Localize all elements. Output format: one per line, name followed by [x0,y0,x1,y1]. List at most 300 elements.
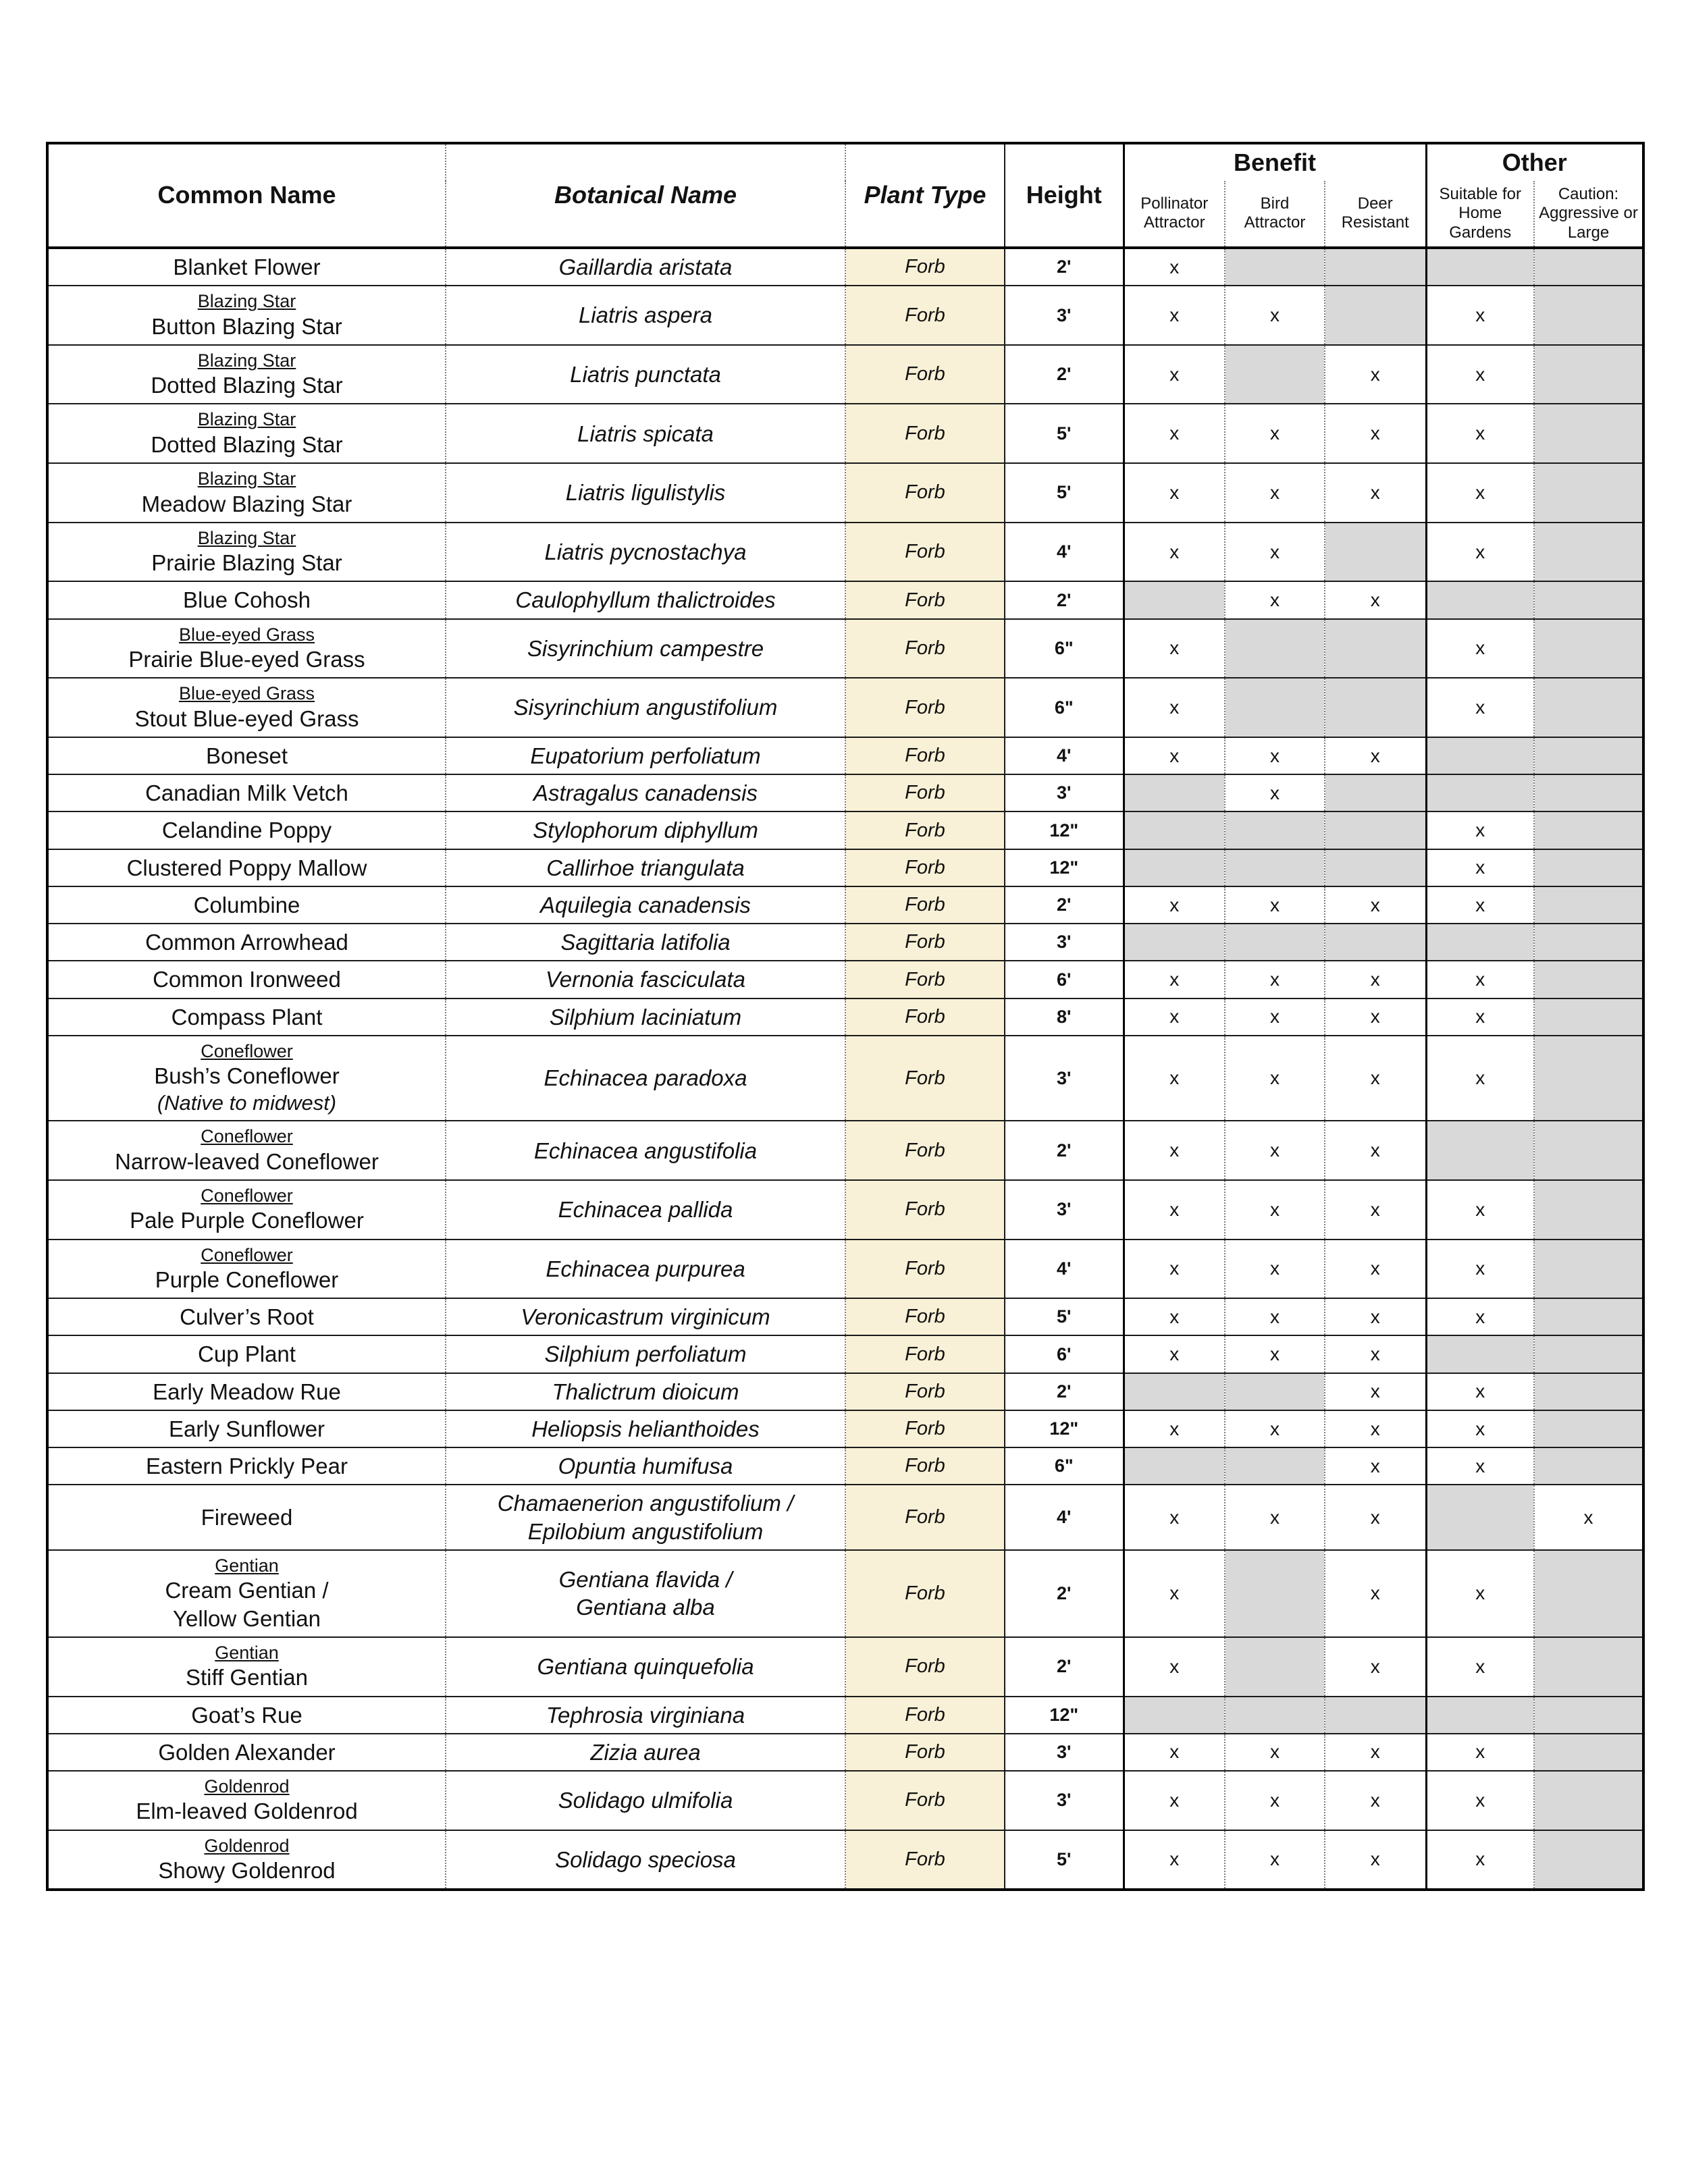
home-garden-cell: x [1426,619,1534,678]
botanical-name-text: Thalictrum dioicum [552,1379,739,1404]
deer-resistant-cell: x [1325,1180,1426,1240]
plant-group-label: Coneflower [201,1185,293,1206]
header-benefit-group: Benefit [1124,143,1426,181]
deer-resistant-cell: x [1325,1240,1426,1299]
header-caution-aggressive: Caution: Aggressive or Large [1534,181,1643,248]
botanical-name-text: Liatris aspera [578,302,713,328]
pollinator-attractor-cell [1124,581,1225,618]
common-name-text: Blue Cohosh [183,587,311,613]
botanical-name-cell [446,1121,845,1180]
height-cell: 4' [1005,737,1124,774]
botanical-name-cell [446,1771,845,1830]
home-garden-cell [1426,248,1534,286]
botanical-name-text: Echinacea paradoxa [544,1065,747,1091]
home-garden-cell [1426,737,1534,774]
deer-resistant-cell: x [1325,1637,1426,1697]
common-name-text: Cup Plant [198,1341,296,1367]
home-garden-cell [1426,1121,1534,1180]
home-garden-cell: x [1426,849,1534,886]
common-name-text: Columbine [193,892,300,917]
common-name-text: Prairie Blazing Star [151,550,342,576]
botanical-name-text: Aquilegia canadensis [540,892,751,917]
caution-cell [1534,998,1643,1036]
botanical-name-cell [446,1240,845,1299]
bird-attractor-cell: x [1225,581,1325,618]
botanical-name-cell [446,886,845,924]
common-name-cell [47,1637,446,1697]
header-bird-attractor: Bird Attractor [1225,181,1325,248]
plant-type-cell: Forb [845,404,1005,463]
plant-group-label: Gentian [215,1555,279,1576]
plant-type-cell: Forb [845,1734,1005,1771]
caution-cell [1534,248,1643,286]
caution-cell [1534,523,1643,582]
home-garden-cell: x [1426,1447,1534,1485]
botanical-name-cell [446,924,845,961]
common-name-cell [47,1410,446,1447]
common-name-cell [47,774,446,811]
home-garden-cell: x [1426,678,1534,737]
plant-row [47,1771,1643,1830]
header-plant-type: Plant Type [845,143,1005,248]
bird-attractor-cell: x [1225,286,1325,345]
header-common-name: Common Name [47,143,446,248]
height-cell: 4' [1005,1485,1124,1550]
common-name-note: (Native to midwest) [157,1090,337,1115]
botanical-name-cell [446,1830,845,1890]
bird-attractor-cell [1225,345,1325,404]
botanical-name-cell [446,1697,845,1734]
deer-resistant-cell: x [1325,998,1426,1036]
common-name-cell [47,678,446,737]
home-garden-cell [1426,924,1534,961]
pollinator-attractor-cell: x [1124,737,1225,774]
height-cell: 3' [1005,774,1124,811]
plant-type-cell: Forb [845,463,1005,523]
common-name-text: Narrow-leaved Coneflower [115,1148,379,1174]
height-cell: 6' [1005,961,1124,998]
botanical-name-text: Gentiana quinquefolia [537,1654,754,1680]
bird-attractor-cell [1225,1637,1325,1697]
botanical-name-text: Silphium perfoliatum [544,1341,747,1367]
plant-row [47,404,1643,463]
common-name-cell [47,1373,446,1410]
common-name-text: Early Sunflower [168,1416,325,1441]
caution-cell [1534,1410,1643,1447]
height-cell: 2' [1005,1121,1124,1180]
bird-attractor-cell [1225,924,1325,961]
bird-attractor-cell: x [1225,1298,1325,1335]
bird-attractor-cell: x [1225,1036,1325,1121]
plant-group-label: Blazing Star [197,527,296,548]
common-name-cell [47,1550,446,1637]
plant-row [47,849,1643,886]
deer-resistant-cell [1325,248,1426,286]
caution-cell [1534,1550,1643,1637]
height-cell: 3' [1005,1036,1124,1121]
bird-attractor-cell [1225,1550,1325,1637]
common-name-cell [47,1734,446,1771]
plant-group-label: Goldenrod [204,1835,290,1856]
plant-type-cell: Forb [845,523,1005,582]
home-garden-cell: x [1426,811,1534,849]
common-name-text: Cream Gentian / [165,1578,329,1603]
plant-row [47,463,1643,523]
plant-type-cell: Forb [845,248,1005,286]
botanical-name-cell [446,1335,845,1373]
caution-cell [1534,1697,1643,1734]
native-plants-table [46,142,1645,1891]
pollinator-attractor-cell: x [1124,1637,1225,1697]
plant-type-cell: Forb [845,286,1005,345]
caution-cell [1534,581,1643,618]
plant-type-cell: Forb [845,1830,1005,1890]
home-garden-cell: x [1426,998,1534,1036]
plant-type-cell: Forb [845,1447,1005,1485]
botanical-name-text: Opuntia humifusa [558,1454,733,1479]
caution-cell [1534,1830,1643,1890]
bird-attractor-cell: x [1225,1335,1325,1373]
botanical-name-text: Gaillardia aristata [558,254,733,279]
deer-resistant-cell: x [1325,1830,1426,1890]
deer-resistant-cell: x [1325,1485,1426,1550]
pollinator-attractor-cell: x [1124,1036,1225,1121]
deer-resistant-cell [1325,1697,1426,1734]
bird-attractor-cell [1225,619,1325,678]
pollinator-attractor-cell: x [1124,1121,1225,1180]
home-garden-cell: x [1426,1180,1534,1240]
header-deer-resistant: Deer Resistant [1325,181,1426,248]
plant-row [47,523,1643,582]
height-cell: 2' [1005,581,1124,618]
common-name-cell [47,463,446,523]
home-garden-cell: x [1426,961,1534,998]
pollinator-attractor-cell [1124,811,1225,849]
common-name-text: Stiff Gentian [185,1665,308,1690]
bird-attractor-cell: x [1225,1180,1325,1240]
height-cell: 5' [1005,1830,1124,1890]
common-name-cell [47,924,446,961]
deer-resistant-cell: x [1325,1771,1426,1830]
height-cell: 5' [1005,463,1124,523]
caution-cell [1534,404,1643,463]
header-suitable-home-gardens: Suitable for Home Gardens [1426,181,1534,248]
height-cell: 3' [1005,924,1124,961]
caution-cell [1534,345,1643,404]
deer-resistant-cell: x [1325,1410,1426,1447]
plant-row [47,1485,1643,1550]
pollinator-attractor-cell: x [1124,248,1225,286]
deer-resistant-cell [1325,811,1426,849]
caution-cell [1534,961,1643,998]
botanical-name-cell [446,1298,845,1335]
pollinator-attractor-cell: x [1124,1771,1225,1830]
deer-resistant-cell: x [1325,1121,1426,1180]
deer-resistant-cell: x [1325,1550,1426,1637]
plant-row [47,1180,1643,1240]
plant-group-label: Blazing Star [197,350,296,371]
pollinator-attractor-cell [1124,1373,1225,1410]
height-cell: 3' [1005,286,1124,345]
botanical-name-cell [446,849,845,886]
pollinator-attractor-cell: x [1124,998,1225,1036]
botanical-name-text: Liatris spicata [577,421,714,446]
pollinator-attractor-cell [1124,1697,1225,1734]
common-name-cell [47,1121,446,1180]
caution-cell [1534,1734,1643,1771]
bird-attractor-cell [1225,248,1325,286]
bird-attractor-cell: x [1225,886,1325,924]
plant-type-cell: Forb [845,581,1005,618]
home-garden-cell: x [1426,1036,1534,1121]
home-garden-cell [1426,774,1534,811]
caution-cell [1534,924,1643,961]
botanical-name-text: Chamaenerion angustifolium / [497,1491,794,1516]
home-garden-cell: x [1426,404,1534,463]
deer-resistant-cell: x [1325,961,1426,998]
botanical-name-text: Epilobium angustifolium [527,1518,764,1544]
plant-row [47,1637,1643,1697]
plant-type-cell: Forb [845,1121,1005,1180]
caution-cell [1534,737,1643,774]
deer-resistant-cell: x [1325,1373,1426,1410]
bird-attractor-cell [1225,1447,1325,1485]
bird-attractor-cell: x [1225,1410,1325,1447]
height-cell: 5' [1005,1298,1124,1335]
plant-row [47,998,1643,1036]
common-name-text: Button Blazing Star [151,313,342,339]
common-name-cell [47,849,446,886]
common-name-text: Prairie Blue-eyed Grass [128,647,365,672]
common-name-cell [47,248,446,286]
common-name-text: Bush’s Coneflower [154,1063,340,1089]
botanical-name-cell [446,523,845,582]
header-pollinator-attractor: Pollinator Attractor [1124,181,1225,248]
pollinator-attractor-cell: x [1124,286,1225,345]
common-name-cell [47,737,446,774]
plant-type-cell: Forb [845,811,1005,849]
botanical-name-text: Solidago speciosa [555,1846,736,1872]
bird-attractor-cell: x [1225,1734,1325,1771]
deer-resistant-cell [1325,286,1426,345]
home-garden-cell: x [1426,286,1534,345]
plant-type-cell: Forb [845,1180,1005,1240]
botanical-name-text: Veronicastrum virginicum [521,1304,770,1330]
botanical-name-cell [446,286,845,345]
plant-type-cell: Forb [845,1410,1005,1447]
height-cell: 2' [1005,1373,1124,1410]
home-garden-cell: x [1426,463,1534,523]
botanical-name-text: Tephrosia virginiana [546,1702,745,1728]
botanical-name-cell [446,1373,845,1410]
plant-type-cell: Forb [845,961,1005,998]
plant-type-cell: Forb [845,1298,1005,1335]
plant-group-label: Coneflower [201,1040,293,1061]
botanical-name-text: Vernonia fasciculata [546,967,745,992]
home-garden-cell: x [1426,1734,1534,1771]
plant-type-cell: Forb [845,345,1005,404]
plant-row [47,678,1643,737]
common-name-text: Compass Plant [171,1004,323,1030]
botanical-name-text: Eupatorium perfoliatum [530,743,761,768]
height-cell: 8' [1005,998,1124,1036]
caution-cell [1534,1771,1643,1830]
bird-attractor-cell: x [1225,961,1325,998]
common-name-text: Purple Coneflower [155,1267,339,1292]
home-garden-cell: x [1426,1410,1534,1447]
home-garden-cell: x [1426,1771,1534,1830]
pollinator-attractor-cell: x [1124,1550,1225,1637]
caution-cell [1534,619,1643,678]
pollinator-attractor-cell: x [1124,619,1225,678]
plant-type-cell: Forb [845,1637,1005,1697]
height-cell: 3' [1005,1180,1124,1240]
caution-cell [1534,1180,1643,1240]
common-name-text: Canadian Milk Vetch [145,780,348,806]
caution-cell [1534,463,1643,523]
height-cell: 4' [1005,1240,1124,1299]
deer-resistant-cell: x [1325,463,1426,523]
botanical-name-cell [446,998,845,1036]
botanical-name-text: Gentiana flavida / [558,1567,733,1593]
deer-resistant-cell [1325,678,1426,737]
botanical-name-text: Astragalus canadensis [533,780,758,806]
common-name-cell [47,1335,446,1373]
deer-resistant-cell: x [1325,1335,1426,1373]
plant-row [47,1697,1643,1734]
common-name-cell [47,404,446,463]
common-name-text: Boneset [205,743,288,768]
bird-attractor-cell: x [1225,1121,1325,1180]
bird-attractor-cell [1225,1373,1325,1410]
botanical-name-text: Silphium laciniatum [549,1004,742,1030]
plant-row [47,737,1643,774]
caution-cell [1534,678,1643,737]
pollinator-attractor-cell: x [1124,1298,1225,1335]
plant-row [47,1240,1643,1299]
plant-row [47,1121,1643,1180]
botanical-name-cell [446,619,845,678]
plant-type-cell: Forb [845,1771,1005,1830]
plant-row [47,1373,1643,1410]
deer-resistant-cell [1325,523,1426,582]
deer-resistant-cell: x [1325,1298,1426,1335]
common-name-cell [47,1771,446,1830]
caution-cell [1534,1036,1643,1121]
caution-cell [1534,774,1643,811]
bird-attractor-cell [1225,811,1325,849]
plant-type-cell: Forb [845,1240,1005,1299]
plant-row [47,811,1643,849]
common-name-text: Showy Goldenrod [158,1858,336,1884]
bird-attractor-cell: x [1225,1771,1325,1830]
plant-row [47,286,1643,345]
plant-row [47,581,1643,618]
deer-resistant-cell: x [1325,404,1426,463]
botanical-name-text: Gentiana alba [576,1595,715,1620]
home-garden-cell: x [1426,1637,1534,1697]
common-name-text: Meadow Blazing Star [141,491,352,516]
botanical-name-text: Callirhoe triangulata [546,855,745,880]
botanical-name-cell [446,404,845,463]
botanical-name-text: Zizia aurea [590,1739,701,1765]
botanical-name-cell [446,345,845,404]
common-name-cell [47,1240,446,1299]
common-name-text: Golden Alexander [158,1739,336,1765]
home-garden-cell: x [1426,886,1534,924]
common-name-text: Dotted Blazing Star [151,431,343,457]
plant-group-label: Blazing Star [197,469,296,489]
caution-cell [1534,1335,1643,1373]
botanical-name-cell [446,1550,845,1637]
common-name-cell [47,523,446,582]
caution-cell [1534,1121,1643,1180]
caution-cell [1534,849,1643,886]
plant-type-cell: Forb [845,1036,1005,1121]
height-cell: 12" [1005,1410,1124,1447]
plant-row [47,1335,1643,1373]
botanical-name-cell [446,463,845,523]
bird-attractor-cell: x [1225,1240,1325,1299]
deer-resistant-cell: x [1325,1734,1426,1771]
botanical-name-cell [446,1637,845,1697]
home-garden-cell: x [1426,1550,1534,1637]
height-cell: 6' [1005,1335,1124,1373]
common-name-cell [47,961,446,998]
height-cell: 4' [1005,523,1124,582]
plant-row [47,1550,1643,1637]
home-garden-cell [1426,1485,1534,1550]
botanical-name-text: Echinacea pallida [558,1197,733,1223]
bird-attractor-cell: x [1225,404,1325,463]
plant-type-cell: Forb [845,619,1005,678]
common-name-text: Pale Purple Coneflower [130,1208,364,1233]
height-cell: 2' [1005,345,1124,404]
botanical-name-cell [446,1485,845,1550]
plant-type-cell: Forb [845,1550,1005,1637]
botanical-name-text: Stylophorum diphyllum [533,818,758,843]
height-cell: 12" [1005,849,1124,886]
common-name-cell [47,619,446,678]
plant-type-cell: Forb [845,737,1005,774]
botanical-name-cell [446,811,845,849]
common-name-text: Yellow Gentian [173,1605,321,1631]
deer-resistant-cell: x [1325,1447,1426,1485]
pollinator-attractor-cell: x [1124,1335,1225,1373]
pollinator-attractor-cell: x [1124,1734,1225,1771]
home-garden-cell: x [1426,1240,1534,1299]
botanical-name-cell [446,1180,845,1240]
botanical-name-cell [446,1410,845,1447]
header-height: Height [1005,143,1124,248]
pollinator-attractor-cell [1124,924,1225,961]
plant-row [47,345,1643,404]
pollinator-attractor-cell: x [1124,1180,1225,1240]
bird-attractor-cell: x [1225,737,1325,774]
common-name-text: Clustered Poppy Mallow [126,855,367,880]
pollinator-attractor-cell: x [1124,404,1225,463]
height-cell: 6" [1005,619,1124,678]
plant-row [47,1734,1643,1771]
plant-type-cell: Forb [845,1335,1005,1373]
botanical-name-text: Heliopsis helianthoides [531,1416,760,1441]
plant-type-cell: Forb [845,1485,1005,1550]
botanical-name-cell [446,1036,845,1121]
deer-resistant-cell [1325,849,1426,886]
common-name-text: Blanket Flower [173,254,321,279]
deer-resistant-cell: x [1325,737,1426,774]
plant-row [47,248,1643,286]
